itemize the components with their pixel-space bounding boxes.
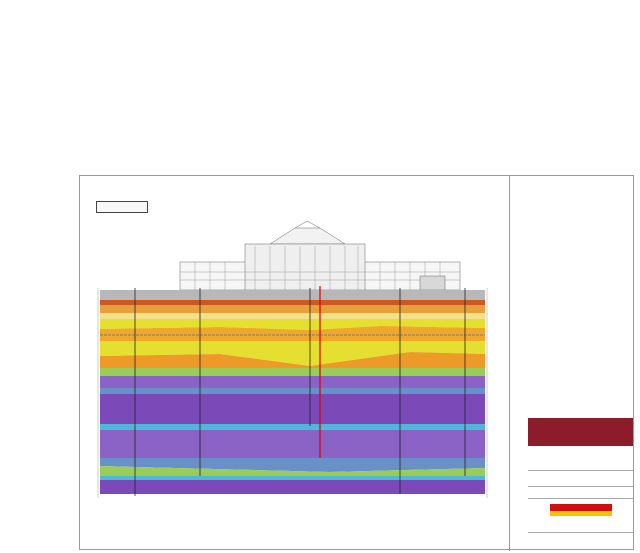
drawing-sheet <box>79 175 634 550</box>
title-block <box>528 448 633 548</box>
strata <box>100 290 485 494</box>
market-building-drawing <box>180 221 460 290</box>
geological-profile <box>80 176 510 551</box>
logo-subtitle <box>550 511 612 516</box>
profile-title <box>96 201 148 213</box>
project-title-box <box>528 418 633 446</box>
legend-panel <box>509 176 635 551</box>
logo-title <box>550 504 612 511</box>
company-logo <box>550 504 612 517</box>
